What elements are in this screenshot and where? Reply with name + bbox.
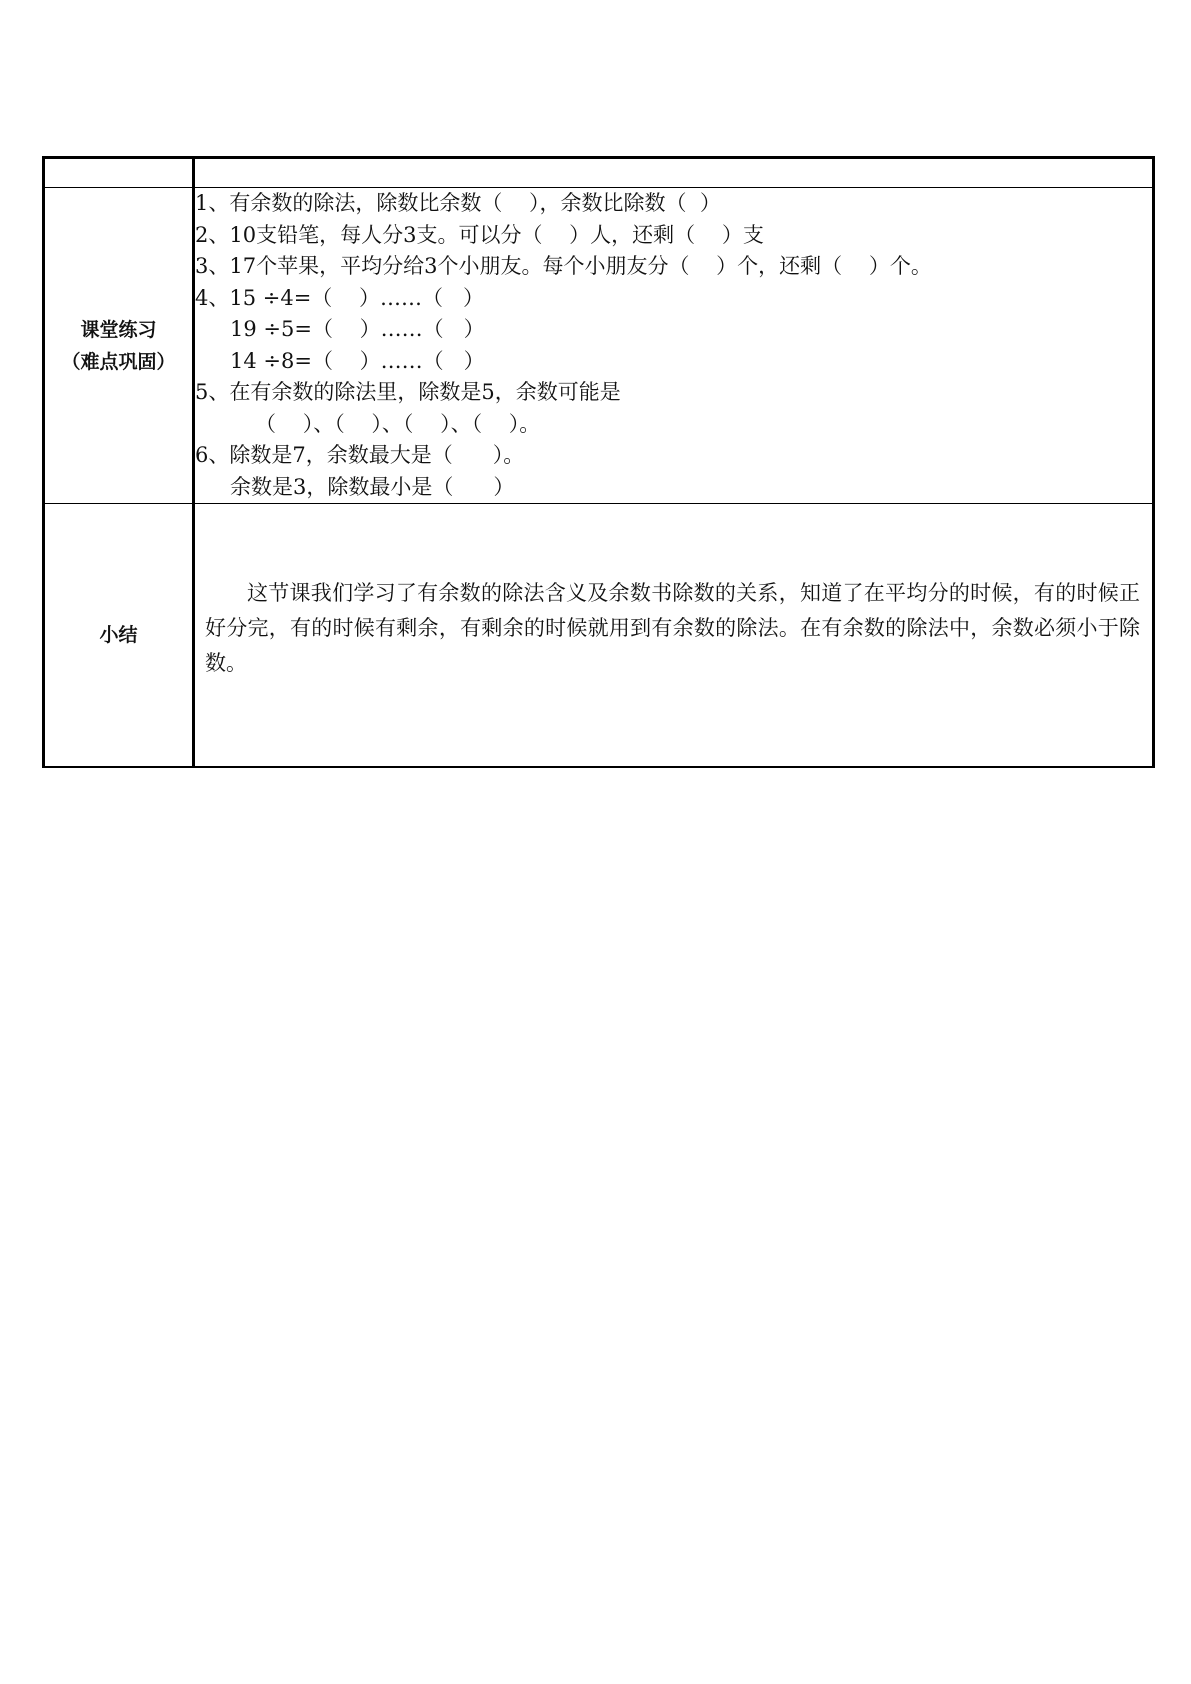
practice-row bbox=[44, 188, 1154, 504]
summary-label-cell bbox=[44, 504, 194, 768]
header-label-cell bbox=[44, 158, 194, 188]
exercise-line-4b: 19 ÷5=（ ）……（ ） bbox=[230, 317, 485, 341]
practice-content-cell bbox=[194, 188, 1154, 504]
exercise-line-5b: （ ）、（ ）、（ ）、（ ）。 bbox=[255, 411, 541, 436]
exercise-line-2: 2、10支铅笔，每人分3支。可以分（ ）人，还剩（ ）支 bbox=[195, 222, 764, 247]
summary-text: 这节课我们学习了有余数的除法含义及余数书除数的关系，知道了在平均分的时候，有的时候正好分完，有的时候有剩余，有剩余的时候就用到有余数的除法。在有余数的除法中，余数必须小于除数。 bbox=[205, 581, 1140, 675]
table-header-row bbox=[44, 158, 1154, 188]
exercise-line-4a: 4、15 ÷4=（ ）……（ ） bbox=[195, 285, 485, 310]
summary-label: 小结 bbox=[99, 624, 138, 646]
lesson-plan-table bbox=[42, 156, 1155, 768]
practice-label: 课堂练习 bbox=[80, 318, 157, 341]
practice-label-cell bbox=[44, 188, 194, 504]
exercise-line-4c: 14 ÷8=（ ）……（ ） bbox=[230, 348, 485, 373]
exercise-line-6b: 余数是3，除数最小是（ ） bbox=[230, 474, 515, 499]
exercise-line-3: 3、17个苹果，平均分给3个小朋友。每个小朋友分（ ）个，还剩（ ）个。 bbox=[195, 254, 932, 278]
exercise-line-5a: 5、在有余数的除法里，除数是5，余数可能是 bbox=[195, 380, 621, 404]
summary-content-cell bbox=[194, 504, 1154, 768]
practice-sublabel: （难点巩固） bbox=[61, 350, 176, 373]
header-content-cell bbox=[194, 158, 1154, 188]
summary-row bbox=[44, 504, 1154, 768]
exercise-line-6a: 6、除数是7，余数最大是（ ）。 bbox=[195, 443, 525, 467]
exercise-line-1: 1、有余数的除法，除数比余数（ ），余数比除数（ ） bbox=[195, 191, 721, 215]
